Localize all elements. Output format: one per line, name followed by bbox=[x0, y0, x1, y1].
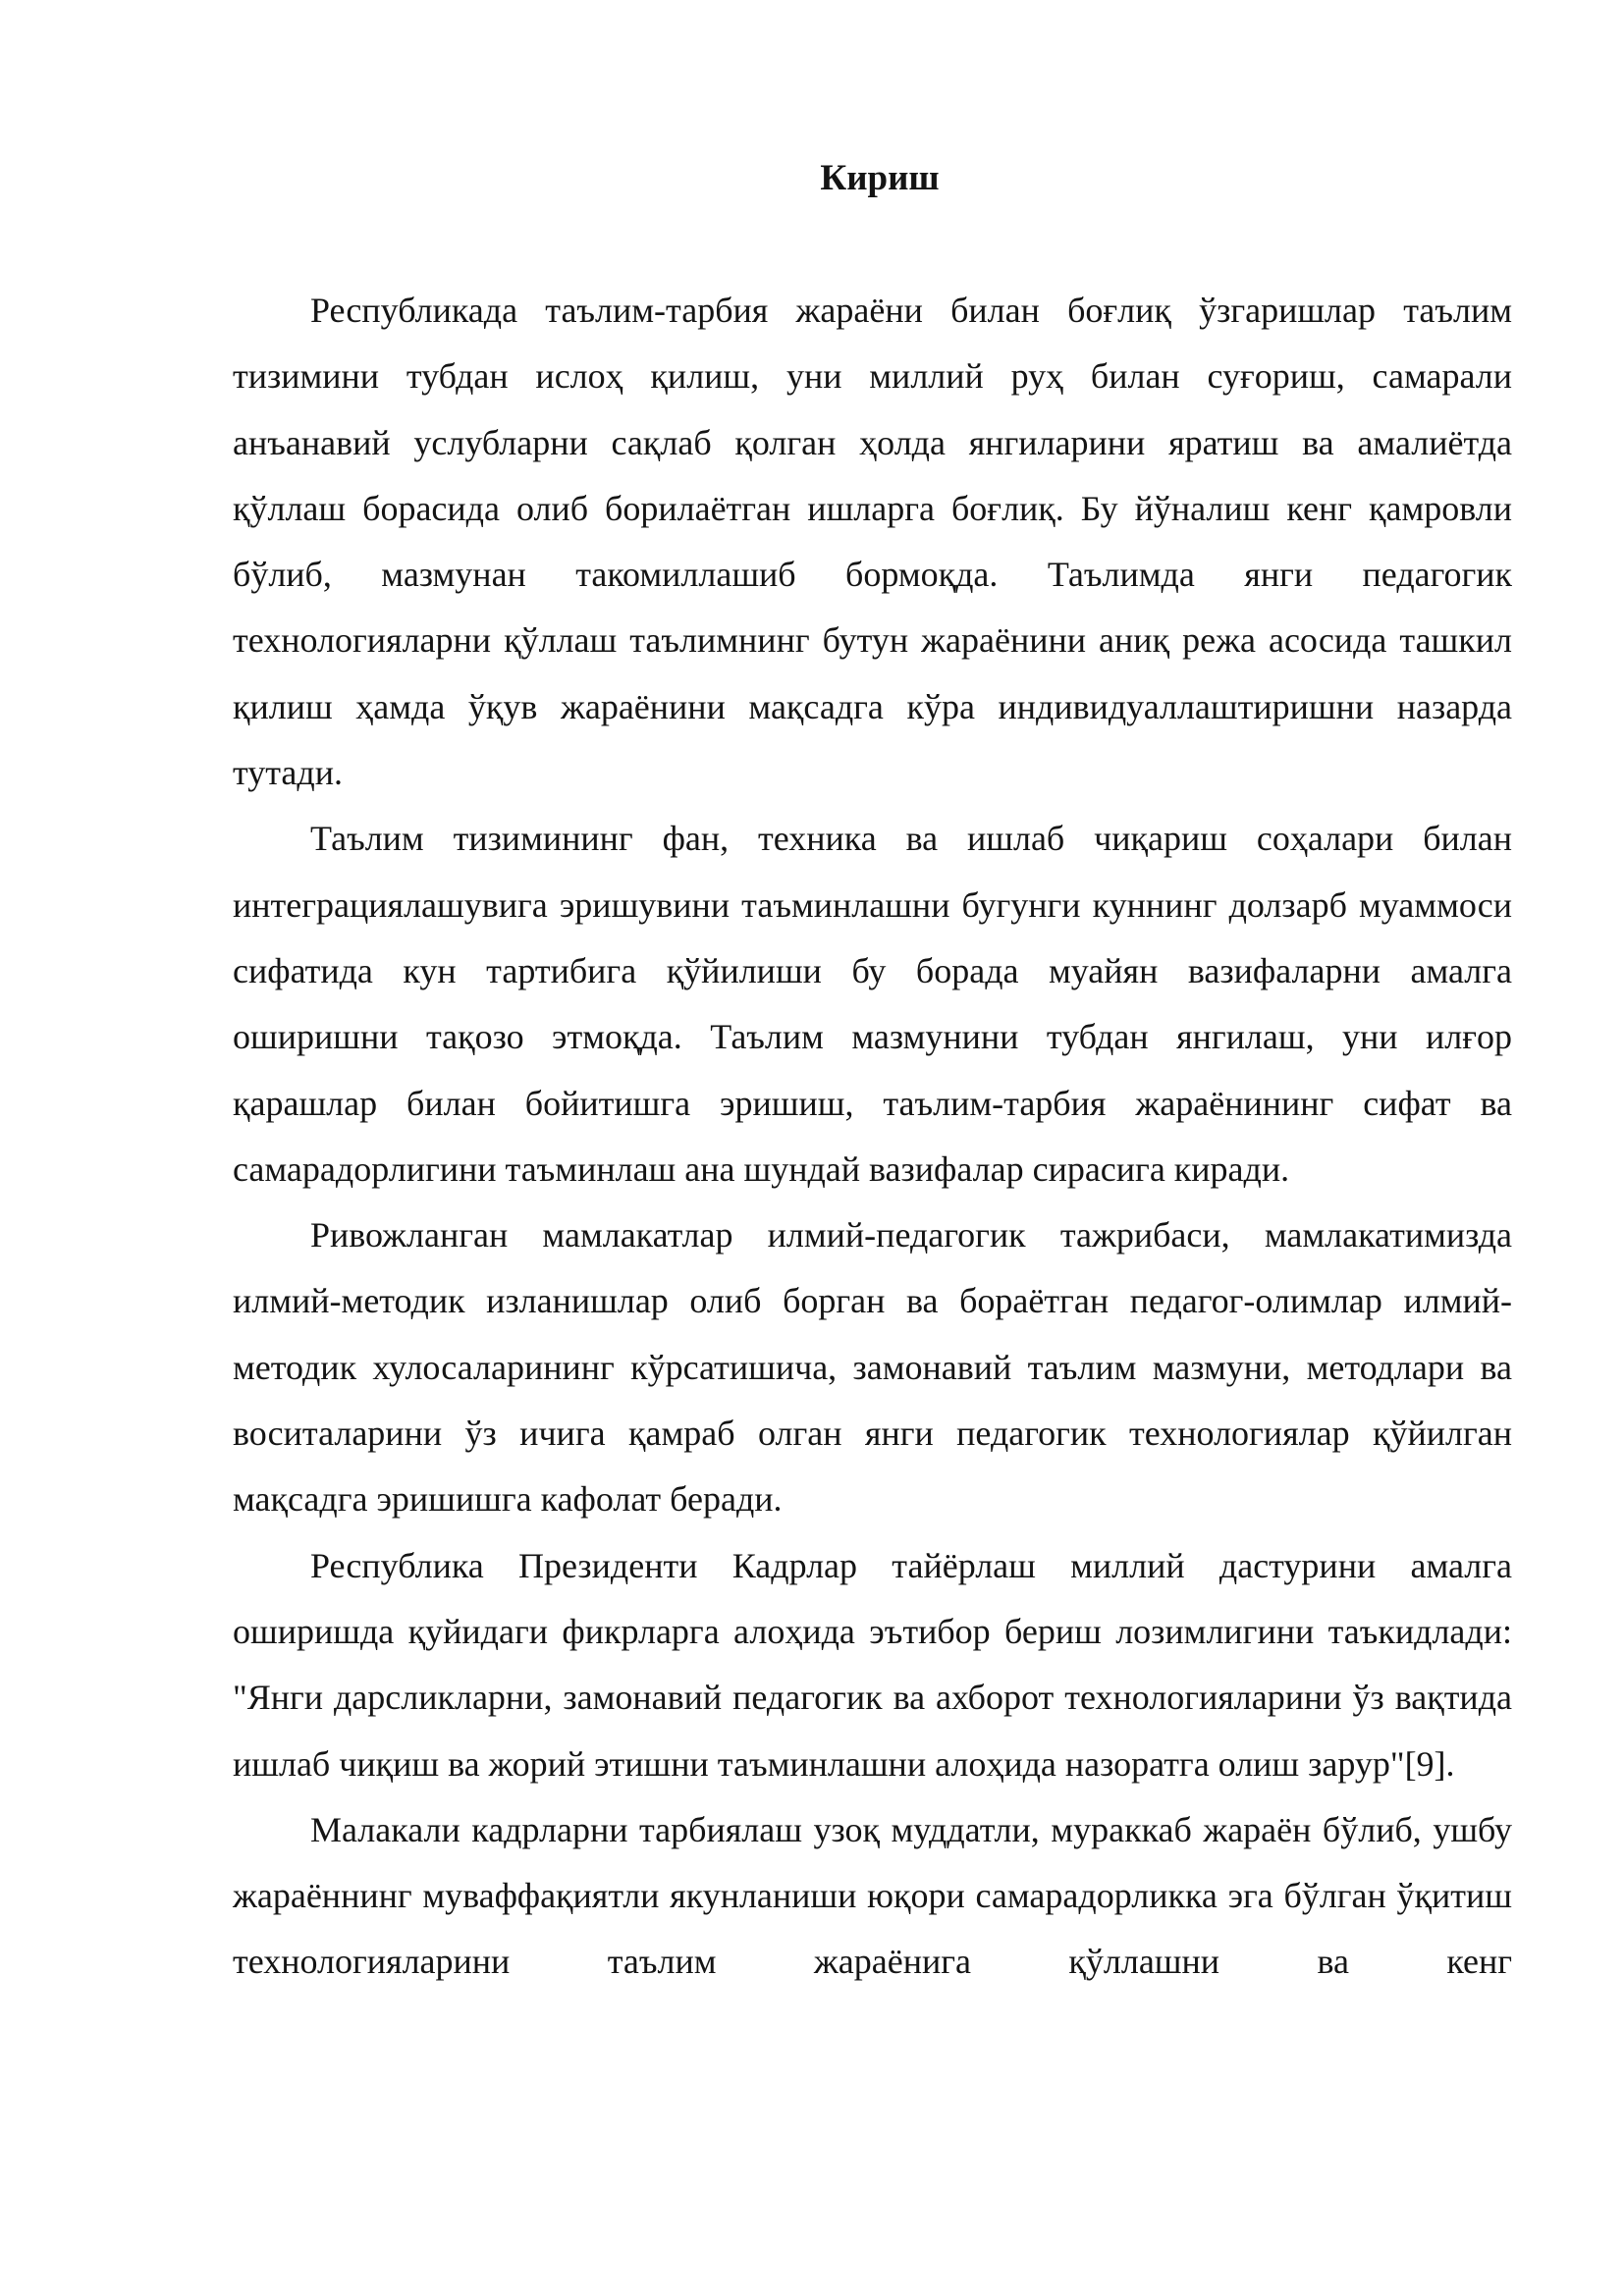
paragraph-2: Таълим тизимининг фан, техника ва ишлаб чиқариш соҳалари билан интеграциялашувига эришувини таъминлашни бугунги куннинг долзарб муаммоси сифатида кун тартибига қўйилиши бу борада муайян вазифаларни амалга оширишни тақозо этмоқда. Таълим мазмунини тубдан янгилаш, уни илғор қарашлар билан бойитишга эришиш, таълим-тарбия жараёнининг сифат ва самарадорлигини таъминлаш ана шундай вазифалар сирасига киради. bbox=[233, 819, 1512, 1189]
page-title: Кириш bbox=[820, 158, 940, 198]
document-body bbox=[233, 278, 1512, 1996]
paragraph-3: Ривожланган мамлакатлар илмий-педагогик тажрибаси, мамлакатимизда илмий-методик изланишлар олиб борган ва бораётган педагог-олимлар илмий-методик хулосаларининг кўрсатишича, замонавий таълим мазмуни, методлари ва воситаларини ўз ичига қамраб олган янги педагогик технологиялар қўйилган мақсадга эришишга кафолат беради. bbox=[233, 1215, 1512, 1520]
paragraph-4: Республика Президенти Кадрлар тайёрлаш миллий дастурини амалга оширишда қуйидаги фикрларга алоҳида эътибор бериш лозимлигини таъкидлади: "Янги дарсликларни, замонавий педагогик ва ахборот технологияларини ўз вақтида ишлаб чиқиш ва жорий этишни таъминлашни алоҳида назоратга олиш зарур"[9]. bbox=[233, 1545, 1512, 1784]
paragraph-1: Республикада таълим-тарбия жараёни билан боғлиқ ўзгаришлар таълим тизимини тубдан ислоҳ қилиш, уни миллий руҳ билан суғориш, самарали анъанавий услубларни сақлаб қолган ҳолда янгиларини яратиш ва амалиётда қўллаш борасида олиб борилаётган ишларга боғлиқ. Бу йўналиш кенг қамровли бўлиб, мазмунан такомиллашиб бормоқда. Таълимда янги педагогик технологияларни қўллаш таълимнинг бутун жараёнини аниқ режа асосида ташкил қилиш ҳамда ўқув жараёнини мақсадга кўра индивидуаллаштиришни назарда тутади. bbox=[233, 291, 1512, 793]
paragraph-5: Малакали кадрларни тарбиялаш узоқ муддатли, мураккаб жараён бўлиб, ушбу жараённинг муваффақиятли якунланиши юқори самарадорликка эга бўлган ўқитиш технологияларини таълим жараёнига қўллашни ва кенг bbox=[233, 1809, 1512, 1982]
